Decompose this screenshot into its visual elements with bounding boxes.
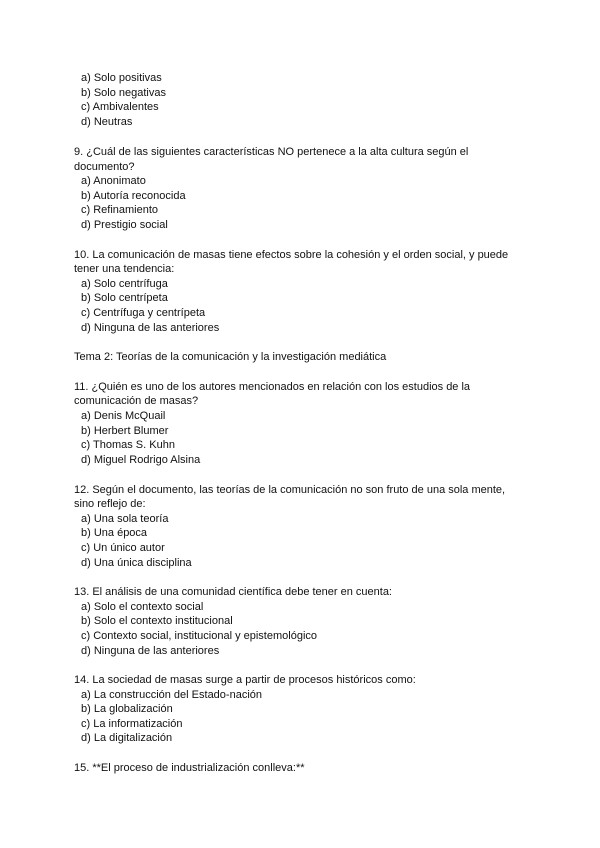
question-11-text-line-2: comunicación de masas? [74,395,199,407]
question-10-option-d: d) Ninguna de las anteriores [81,322,220,334]
section-title: Tema 2: Teorías de la comunicación y la investigación mediática [74,351,387,363]
question-10-option-c: c) Centrífuga y centrípeta [81,307,206,319]
question-11-text-line-1: 11. ¿Quién es uno de los autores mencionados en relación con los estudios de la [74,381,471,393]
question-13-option-b: b) Solo el contexto institucional [81,615,233,627]
question-15-text-line-1: 15. **El proceso de industrialización conlleva:** [74,762,305,774]
question-11-option-a: a) Denis McQuail [81,410,166,422]
question-13-text-line-1: 13. El análisis de una comunidad científica debe tener en cuenta: [74,586,392,598]
question-12-option-a: a) Una sola teoría [81,513,169,525]
question-9-option-c: c) Refinamiento [81,204,159,216]
lead-option-c: c) Ambivalentes [81,101,159,113]
question-14-option-d: d) La digitalización [81,732,173,744]
question-9-option-a: a) Anonimato [81,175,146,187]
question-14-text-line-1: 14. La sociedad de masas surge a partir de procesos históricos como: [74,674,416,686]
question-10-option-b: b) Solo centrípeta [81,292,168,304]
question-9-option-b: b) Autoría reconocida [81,190,186,202]
question-10-option-a: a) Solo centrífuga [81,278,168,290]
question-12-text-line-1: 12. Según el documento, las teorías de la comunicación no son fruto de una sola mente, [74,484,506,496]
question-9-text-line-2: documento? [74,161,135,173]
question-10-text-line-2: tener una tendencia: [74,263,175,275]
question-13-option-c: c) Contexto social, institucional y epistemológico [81,630,318,642]
question-13-option-a: a) Solo el contexto social [81,601,204,613]
question-10-text-line-1: 10. La comunicación de masas tiene efectos sobre la cohesión y el orden social, y puede [74,249,509,261]
question-12-text-line-2: sino reflejo de: [74,498,146,510]
question-14-option-b: b) La globalización [81,703,173,715]
lead-option-a: a) Solo positivas [81,72,162,84]
question-11-option-b: b) Herbert Blumer [81,425,169,437]
question-11-option-c: c) Thomas S. Kuhn [81,439,175,451]
lead-option-d: d) Neutras [81,116,133,128]
question-11-option-d: d) Miguel Rodrigo Alsina [81,454,201,466]
question-14-option-c: c) La informatización [81,718,183,730]
question-12-option-d: d) Una única disciplina [81,557,192,569]
question-9-text-line-1: 9. ¿Cuál de las siguientes características NO pertenece a la alta cultura según el [74,146,469,158]
lead-option-b: b) Solo negativas [81,87,166,99]
question-9-option-d: d) Prestigio social [81,219,168,231]
question-13-option-d: d) Ninguna de las anteriores [81,645,220,657]
question-14-option-a: a) La construcción del Estado-nación [81,689,262,701]
question-12-option-b: b) Una época [81,527,148,539]
question-12-option-c: c) Un único autor [81,542,165,554]
